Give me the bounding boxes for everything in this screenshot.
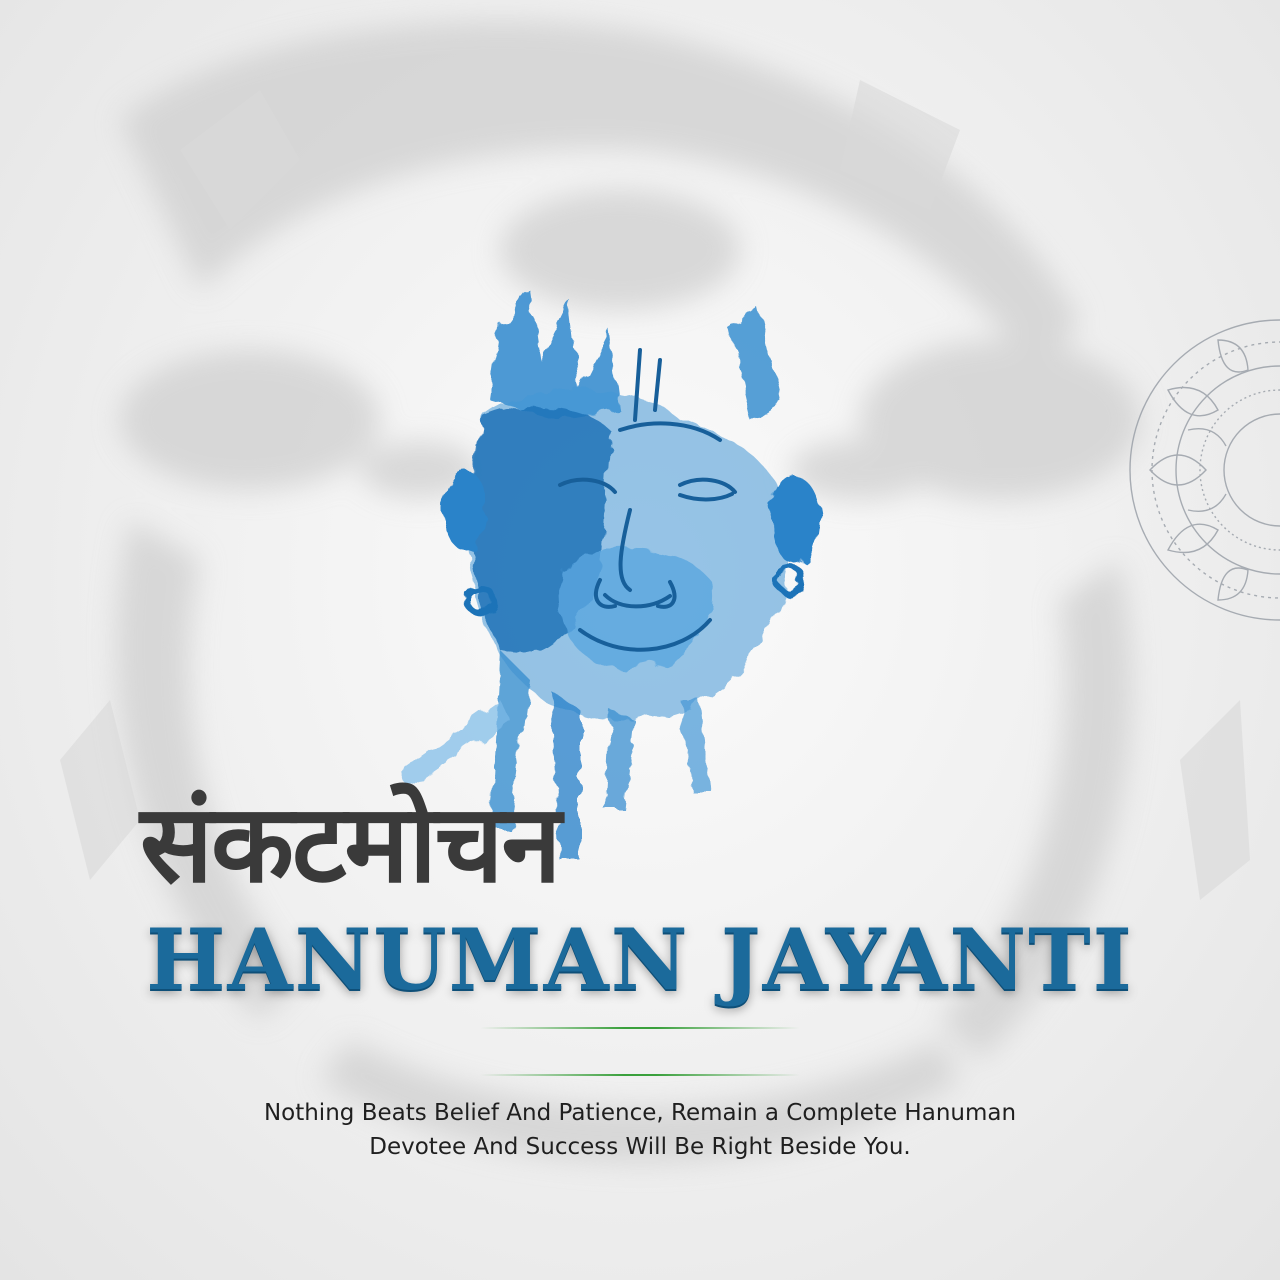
divider-top	[480, 1027, 800, 1029]
main-title: HANUMAN JAYANTI	[146, 910, 1134, 1009]
tagline	[140, 1096, 1140, 1164]
tagline-line-2: Devotee And Success Will Be Right Beside You.	[369, 1134, 911, 1160]
hanuman-portrait-illustration	[380, 270, 840, 870]
mandala-ornament-icon	[1118, 300, 1280, 640]
divider-bottom	[480, 1074, 800, 1076]
devanagari-title: संकटमोचन	[140, 781, 560, 907]
tagline-line-1: Nothing Beats Belief And Patience, Remain a Complete Hanuman	[263, 1100, 1017, 1126]
